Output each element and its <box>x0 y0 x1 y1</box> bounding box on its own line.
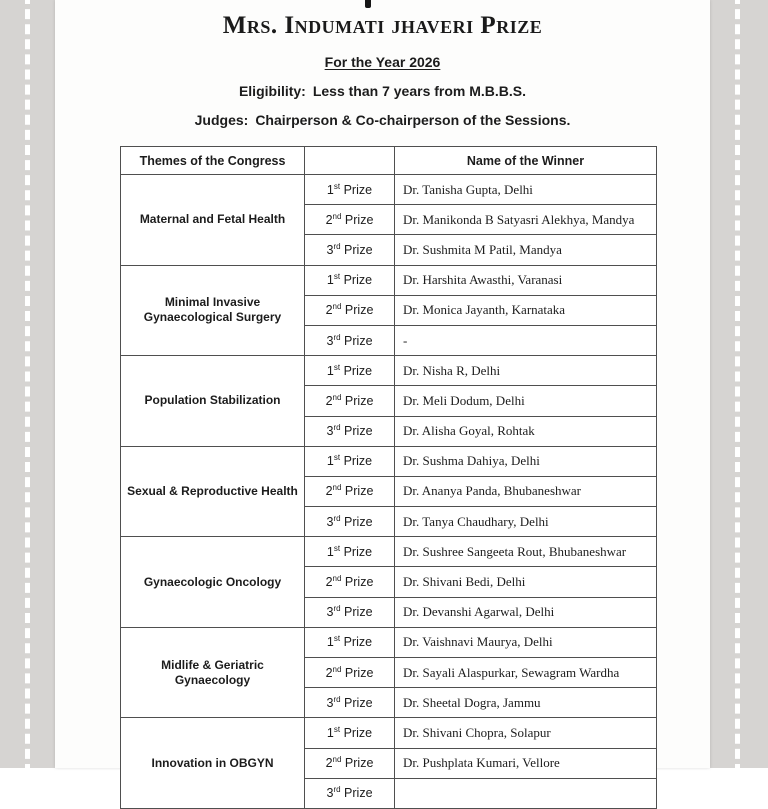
prize-rank-cell: 1st Prize <box>305 446 395 476</box>
winner-name-cell <box>395 778 657 808</box>
winner-name-cell: Dr. Sushmita M Patil, Mandya <box>395 235 657 265</box>
table-row <box>121 446 657 476</box>
table-header-row <box>121 147 657 175</box>
theme-cell: Innovation in OBGYN <box>121 718 305 809</box>
prize-rank-cell: 2nd Prize <box>305 205 395 235</box>
theme-cell: Minimal Invasive Gynaecological Surgery <box>121 265 305 356</box>
prize-rank-cell: 1st Prize <box>305 356 395 386</box>
page-title: Mrs. Indumati jhaveri Prize <box>222 12 543 39</box>
prize-rank-cell: 1st Prize <box>305 265 395 295</box>
eligibility-text: Less than 7 years from M.B.B.S. <box>312 83 527 99</box>
cropped-character-fragment <box>365 0 371 8</box>
winner-name-cell: Dr. Sayali Alaspurkar, Sewagram Wardha <box>395 658 657 688</box>
year-subtitle: For the Year 2026 <box>324 54 441 70</box>
theme-cell: Sexual & Reproductive Health <box>121 446 305 537</box>
prize-rank-cell: 3rd Prize <box>305 778 395 808</box>
table-row <box>121 356 657 386</box>
document-page <box>55 0 710 801</box>
table-row <box>121 718 657 748</box>
winner-name-cell: Dr. Harshita Awasthi, Varanasi <box>395 265 657 295</box>
judges-text: Chairperson & Co-chairperson of the Sessions. <box>255 112 571 128</box>
stitch-dashed-line-right <box>735 0 740 774</box>
winner-name-cell: Dr. Shivani Bedi, Delhi <box>395 567 657 597</box>
table-row <box>121 627 657 657</box>
winner-name-cell: Dr. Sushma Dahiya, Delhi <box>395 446 657 476</box>
theme-cell: Midlife & Geriatric Gynaecology <box>121 627 305 718</box>
stitch-dashed-line-left <box>25 0 30 774</box>
judges-line <box>55 112 710 128</box>
winner-name-cell: Dr. Nisha R, Delhi <box>395 356 657 386</box>
prize-rank-cell: 2nd Prize <box>305 658 395 688</box>
table-row <box>121 265 657 295</box>
winner-name-cell: - <box>395 325 657 355</box>
winner-name-cell: Dr. Devanshi Agarwal, Delhi <box>395 597 657 627</box>
winner-name-cell: Dr. Vaishnavi Maurya, Delhi <box>395 627 657 657</box>
prize-rank-cell: 1st Prize <box>305 718 395 748</box>
prize-rank-cell: 3rd Prize <box>305 325 395 355</box>
prize-rank-cell: 2nd Prize <box>305 476 395 506</box>
winner-name-cell: Dr. Manikonda B Satyasri Alekhya, Mandya <box>395 205 657 235</box>
prize-rank-cell: 1st Prize <box>305 175 395 205</box>
column-header-winner: Name of the Winner <box>395 147 657 175</box>
winner-name-cell: Dr. Tanya Chaudhary, Delhi <box>395 507 657 537</box>
judges-label: Judges: <box>194 112 249 128</box>
winner-name-cell: Dr. Ananya Panda, Bhubaneshwar <box>395 476 657 506</box>
prize-rank-cell: 2nd Prize <box>305 567 395 597</box>
prize-rank-cell: 3rd Prize <box>305 235 395 265</box>
table-row <box>121 537 657 567</box>
winner-name-cell: Dr. Pushplata Kumari, Vellore <box>395 748 657 778</box>
prize-rank-cell: 2nd Prize <box>305 748 395 778</box>
table-row <box>121 175 657 205</box>
eligibility-line <box>55 83 710 99</box>
winner-name-cell: Dr. Alisha Goyal, Rohtak <box>395 416 657 446</box>
prize-rank-cell: 1st Prize <box>305 537 395 567</box>
prize-rank-cell: 3rd Prize <box>305 507 395 537</box>
prize-rank-cell: 3rd Prize <box>305 597 395 627</box>
theme-cell: Maternal and Fetal Health <box>121 175 305 266</box>
winner-name-cell: Dr. Sheetal Dogra, Jammu <box>395 688 657 718</box>
prize-rank-cell: 2nd Prize <box>305 386 395 416</box>
winners-table-body <box>121 175 657 809</box>
winner-name-cell: Dr. Monica Jayanth, Karnataka <box>395 295 657 325</box>
winner-name-cell: Dr. Shivani Chopra, Solapur <box>395 718 657 748</box>
theme-cell: Gynaecologic Oncology <box>121 537 305 628</box>
prize-rank-cell: 3rd Prize <box>305 416 395 446</box>
winner-name-cell: Dr. Meli Dodum, Delhi <box>395 386 657 416</box>
theme-cell: Population Stabilization <box>121 356 305 447</box>
column-header-prize <box>305 147 395 175</box>
prize-rank-cell: 2nd Prize <box>305 295 395 325</box>
winner-name-cell: Dr. Tanisha Gupta, Delhi <box>395 175 657 205</box>
prize-rank-cell: 3rd Prize <box>305 688 395 718</box>
column-header-themes: Themes of the Congress <box>121 147 305 175</box>
winner-name-cell: Dr. Sushree Sangeeta Rout, Bhubaneshwar <box>395 537 657 567</box>
prize-rank-cell: 1st Prize <box>305 627 395 657</box>
eligibility-label: Eligibility: <box>238 83 306 99</box>
winners-table <box>120 146 657 809</box>
